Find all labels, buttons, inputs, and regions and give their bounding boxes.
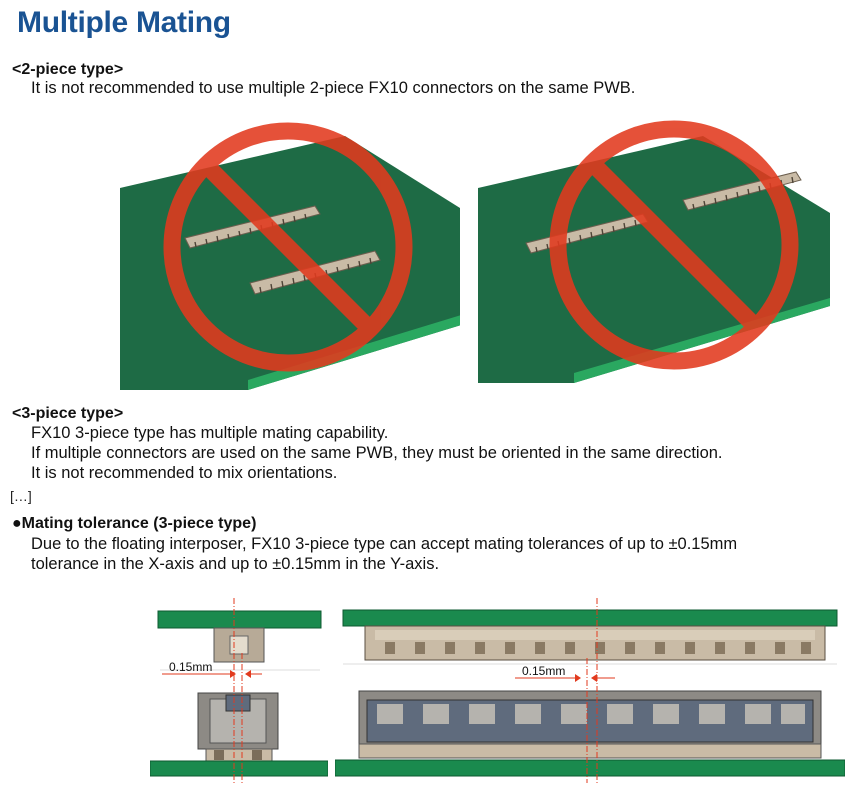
tolerance-figure-front [335, 598, 845, 783]
two-piece-heading: <2-piece type> [12, 61, 124, 78]
three-piece-line-1: FX10 3-piece type has multiple mating capability. [31, 424, 389, 442]
tolerance-line-1: Due to the floating interposer, FX10 3-piece type can accept mating tolerances of up to ±0.15mm [31, 535, 738, 553]
three-piece-line-3: It is not recommended to mix orientations. [31, 464, 338, 482]
two-piece-figure-left [120, 118, 460, 393]
tolerance-figure-side [150, 598, 328, 783]
three-piece-line-2: If multiple connectors are used on the same PWB, they must be oriented in the same direction. [31, 444, 723, 462]
dim-label-y: 0.15mm [169, 660, 213, 674]
dim-label-x: 0.15mm [522, 664, 566, 678]
tolerance-heading: ●Mating tolerance (3-piece type) [12, 515, 257, 532]
two-piece-text: It is not recommended to use multiple 2-piece FX10 connectors on the same PWB. [31, 79, 636, 97]
plug-connector [365, 626, 825, 660]
three-piece-heading: <3-piece type> [12, 405, 124, 422]
page-title: Multiple Mating [17, 6, 231, 39]
receptacle-connector [359, 691, 821, 758]
tolerance-line-2: tolerance in the X-axis and up to ±0.15mm in the Y-axis. [31, 555, 440, 573]
omission-marker: […] [10, 488, 32, 504]
bullet-icon: ● [12, 515, 22, 532]
two-piece-figure-right [478, 118, 833, 393]
